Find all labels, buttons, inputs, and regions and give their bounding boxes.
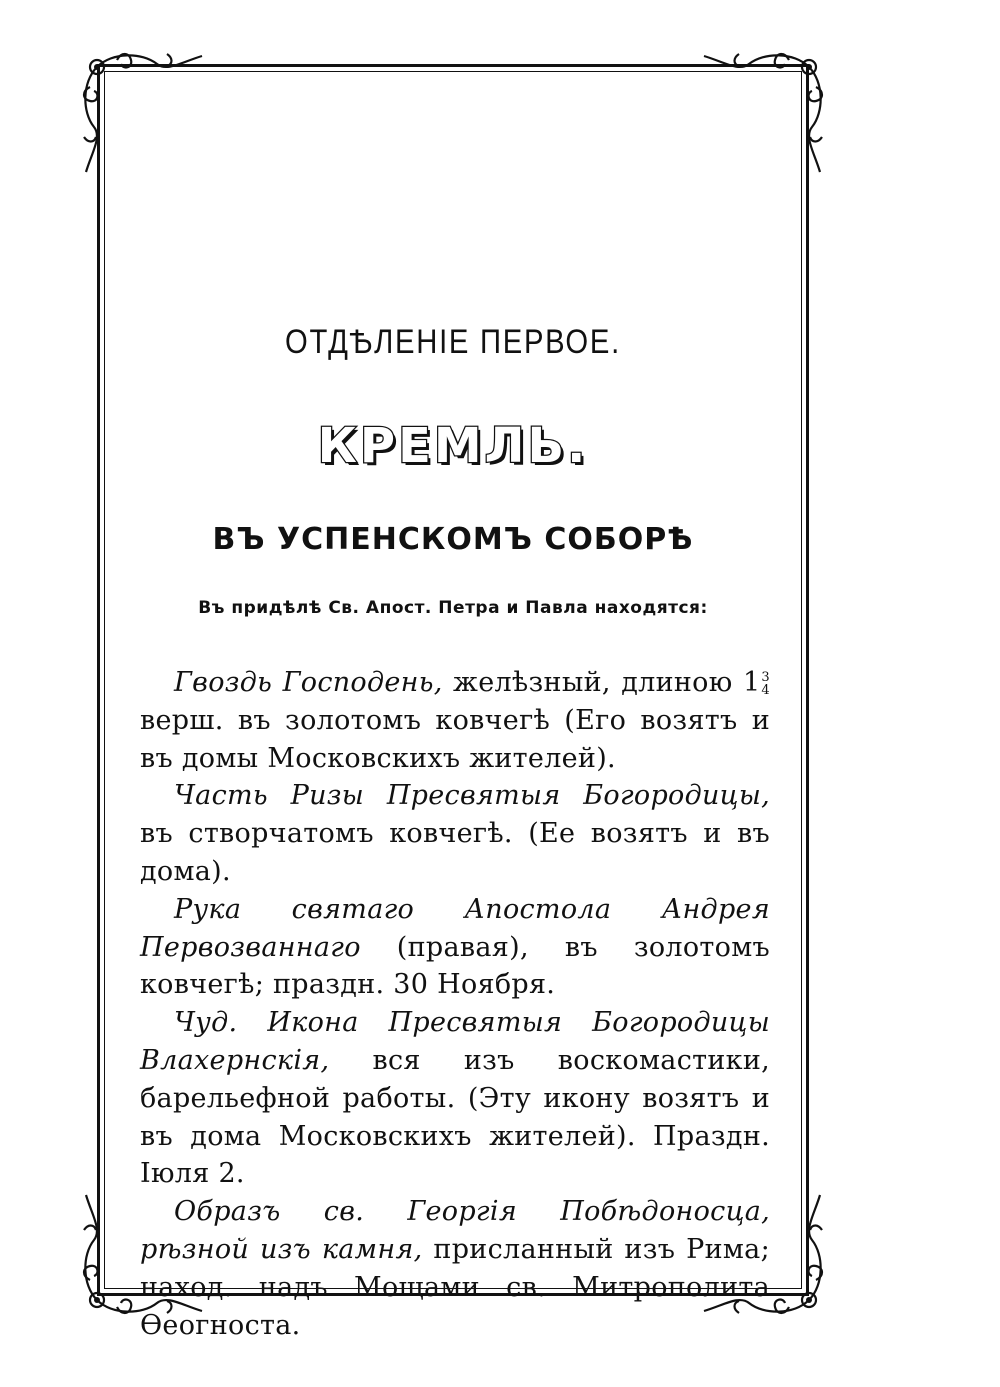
list-item	[140, 777, 770, 890]
corner-ornament-top-right-icon	[684, 42, 834, 192]
entry-title: Образъ св. Георгія Побѣдоносца, рѣзной изъ камня,	[140, 1196, 770, 1265]
list-item	[140, 1004, 770, 1193]
entry-text: желѣзный, длиною 1	[442, 667, 761, 698]
list-item	[140, 891, 770, 1004]
relics-list	[140, 664, 770, 1344]
entry-text: вся изъ воскомастики, барельефной работы. (Эту икону возятъ и въ дома Московскихъ жителей). Праздн. Іюля 2.	[140, 1044, 770, 1190]
corner-ornament-top-left-icon	[72, 42, 222, 192]
entry-text: (правая), въ золотомъ ковчегѣ; праздн. 30 Ноября.	[140, 931, 770, 1001]
entry-text: въ створчатомъ ковчегѣ. (Ее возятъ и въ дома).	[140, 818, 770, 887]
entry-text: верш. въ золотомъ ковчегѣ (Его возятъ и въ домы Московскихъ жителей).	[140, 704, 770, 774]
fraction-numerator: 3	[761, 669, 770, 685]
church-title: ВЪ УСПЕНСКОМЪ СОБОРѢ	[212, 522, 694, 557]
chapel-subtitle: Въ придѣлѣ Св. Апост. Петра и Павла находятся:	[198, 598, 708, 618]
fraction	[761, 671, 770, 697]
fraction-denominator: 4	[761, 682, 770, 698]
entry-text: присланный изъ Рима; наход. надъ Мощами св. Митрополита Ѳеогноста.	[140, 1233, 770, 1341]
entry-title: Гвоздь Господень,	[174, 667, 443, 698]
entry-title: Рука святаго Апостола Андрея Первозваннаго	[140, 893, 770, 963]
list-item	[140, 664, 770, 777]
entry-title: Чуд. Икона Пресвятыя Богородицы Влахернскія,	[140, 1007, 770, 1076]
list-item	[140, 1193, 770, 1344]
section-title: ОТДѢЛЕНІЕ ПЕРВОЕ.	[285, 323, 621, 361]
main-title: КРЕМЛЬ.	[317, 418, 589, 474]
entry-title: Часть Ризы Пресвятыя Богородицы,	[174, 780, 770, 812]
